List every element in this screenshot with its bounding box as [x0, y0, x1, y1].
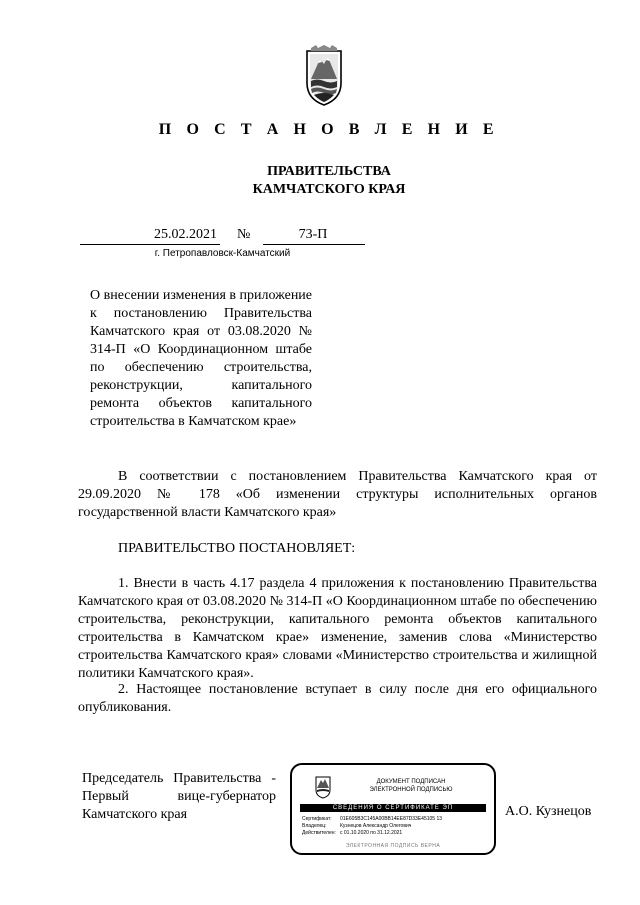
date-underline — [80, 244, 220, 245]
authority-line-2: КАМЧАТСКОГО КРАЯ — [252, 182, 406, 197]
stamp-valid-label: Действителен: — [302, 830, 336, 836]
document-number: 73-П — [298, 227, 328, 242]
issuing-authority — [0, 163, 640, 199]
stamp-cert-row — [302, 816, 442, 822]
preamble-paragraph: В соответствии с постановлением Правительства Камчатского края от 29.09.2020 № 178 «Об изменении структуры исполнительных органов государственной власти Камчатского края» — [78, 469, 597, 520]
stamp-owner-label: Владелец: — [302, 823, 327, 829]
document-subject: О внесении изменения в приложение к постановлению Правительства Камчатского края от 03.08.2020 № 314-П «О Координационном штабе по обеспечению строительства, реконструкции, капитального ремонта объектов капитального строительства в Камчатском крае» — [90, 288, 313, 429]
number-sign: № — [237, 227, 251, 242]
document-type-title: П О С Т А Н О В Л Е Н И Е — [158, 121, 500, 138]
stamp-cert-label: Сертификат: — [302, 816, 332, 822]
stamp-owner-row — [302, 823, 411, 829]
document-date: 25.02.2021 — [154, 227, 217, 242]
electronic-signature-stamp — [290, 763, 496, 855]
clause-2: 2. Настоящее постановление вступает в силу после дня его официального опубликования. — [78, 682, 597, 715]
kamchatka-emblem-icon — [303, 45, 345, 107]
clause-1: 1. Внести в часть 4.17 раздела 4 приложения к постановлению Правительства Камчатского края от 03.08.2020 № 314-П «О Координационном штабе по обеспечению строительства, реконструкции, капитального ремонта объектов капитального строительства в Камчатском крае» изменение, заменив слова «Министерство строительства Камчатского края» словами «Министерство строительства и жилищной политики Камчатского края». — [78, 576, 597, 681]
resolution-heading: ПРАВИТЕЛЬСТВО ПОСТАНОВЛЯЕТ: — [118, 541, 356, 556]
date-number-line — [80, 227, 365, 245]
stamp-valid-row — [302, 830, 402, 836]
stamp-band: СВЕДЕНИЯ О СЕРТИФИКАТЕ ЭП — [300, 804, 486, 812]
signer-name: А.О. Кузнецов — [505, 804, 592, 819]
number-underline — [263, 244, 365, 245]
stamp-heading — [346, 778, 476, 794]
document-city: г. Петропавловск-Камчатский — [154, 248, 291, 259]
stamp-footer: ЭЛЕКТРОННАЯ ПОДПИСЬ ВЕРНА — [345, 843, 441, 849]
stamp-emblem-icon — [314, 775, 332, 799]
stamp-heading-line-2: ЭЛЕКТРОННОЙ ПОДПИСЬЮ — [369, 787, 453, 793]
stamp-valid-value: с 01.10.2020 по 31.12.2021 — [340, 830, 403, 836]
authority-line-1: ПРАВИТЕЛЬСТВА — [267, 164, 391, 179]
stamp-cert-value: 01E605B3C145A00BB14EE87D33E45105 13 — [340, 816, 443, 822]
signer-title: Председатель Правительства - Первый вице-губернатор Камчатского края — [82, 771, 276, 822]
stamp-heading-line-1: ДОКУМЕНТ ПОДПИСАН — [376, 779, 446, 785]
stamp-owner-value: Кузнецов Александр Олегович — [340, 823, 412, 829]
